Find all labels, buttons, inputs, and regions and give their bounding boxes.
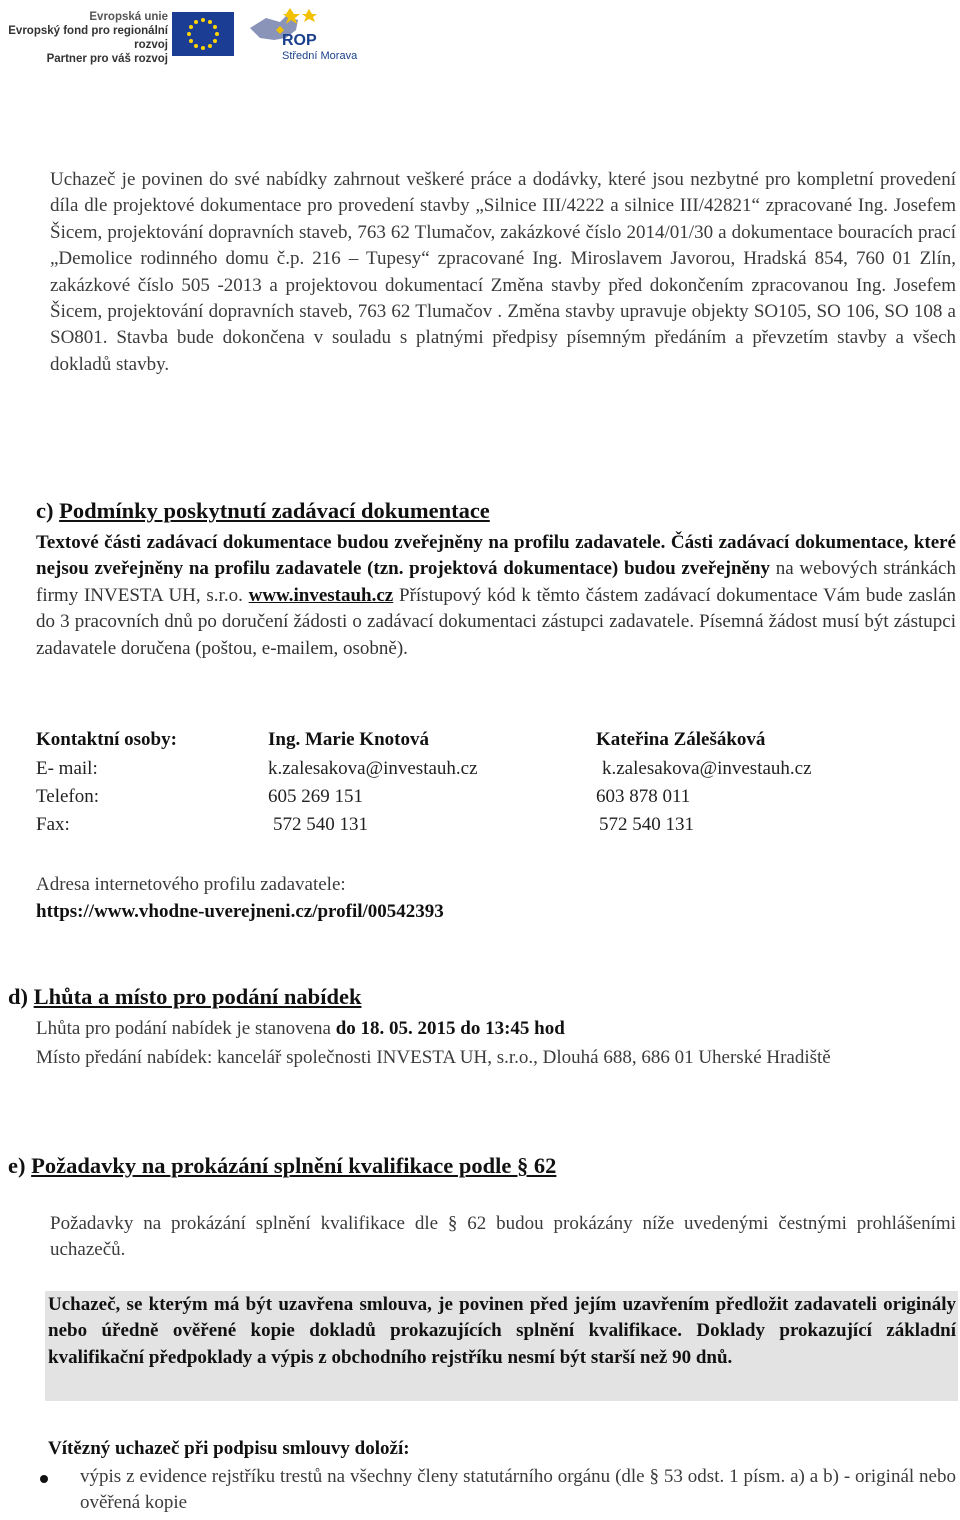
section-c-normal-text: na webových stránkách firmy INVESTA UH, s.r.o. (36, 558, 956, 606)
email-1[interactable]: k.zalesakova@investauh.cz (268, 758, 478, 779)
contact-person-2: Kateřina Zálešáková (596, 729, 766, 750)
eu-fund: Evropský fond pro regionální rozvoj (8, 25, 168, 51)
contact-phone-row (36, 786, 936, 812)
contact-person-1: Ing. Marie Knotová (268, 729, 429, 750)
section-d-heading (8, 984, 361, 1010)
section-e-title: Požadavky na prokázání splnění kvalifikace podle § 62 (31, 1153, 557, 1178)
profile-url[interactable]: https://www.vhodne-uverejneni.cz/profil/00542393 (36, 901, 444, 922)
section-e-heading (8, 1153, 556, 1179)
phone-2: 603 878 011 (596, 786, 691, 807)
phone-label: Telefon: (36, 786, 100, 807)
contact-email-row (36, 758, 936, 784)
section-d-title: Lhůta a místo pro podání nabídek (33, 984, 362, 1009)
deadline-text: Lhůta pro podání nabídek je stanovena (36, 1018, 336, 1039)
deadline-line (36, 1016, 956, 1042)
section-c-heading (36, 498, 490, 524)
email-2[interactable]: k.zalesakova@investauh.cz (602, 758, 812, 779)
eu-name: Evropská unie (89, 11, 168, 23)
phone-1: 605 269 151 (268, 786, 363, 807)
eu-slogan: Partner pro váš rozvoj (46, 53, 168, 65)
section-e-letter: e) (8, 1153, 26, 1178)
deadline-date: do 18. 05. 2015 do 13:45 hod (335, 1018, 565, 1039)
fax-1: 572 540 131 (273, 814, 368, 835)
rop-region: Střední Morava (282, 50, 358, 62)
fax-label: Fax: (36, 814, 70, 835)
section-d-letter: d) (8, 984, 29, 1009)
section-c-title: Podmínky poskytnutí zadávací dokumentace (59, 498, 490, 523)
profile-label: Adresa internetového profilu zadavatele: (36, 874, 346, 895)
winner-heading: Vítězný uchazeč při podpisu smlouvy doloží: (48, 1438, 410, 1459)
section-c-rest-text: Přístupový kód k těmto částem zadávací dokumentace Vám bude zaslán do 3 pracovních dnů po doručení žádosti o zadávací dokumentaci zástupci zadavatele. Písemná žádost musí být zástupci zadavatele doručena (poštou, e-mailem, osobně). (36, 584, 956, 659)
contact-persons-row (36, 729, 936, 755)
section-c-letter: c) (36, 498, 54, 523)
bullet-icon (40, 1475, 48, 1483)
intro-paragraph: Uchazeč je povinen do své nabídky zahrnout veškeré práce a dodávky, které jsou nezbytné pro kompletní provedení díla dle projektové dokumentace pro provedení stavby „Silnice III/4222 a silnice III/42821“ zpracované Ing. Josefem Šicem, projektování dopravních staveb, 763 62 Tlumačov, zakázkové číslo 2014/01/30 a dokumentace bouracích prací „Demolice rodinného domu č.p. 216 – Tupesy“ zpracované Ing. Miroslavem Javorou, Hradská 854, 760 01 Zlín, zakázkové číslo 505 -2013 a projektovou dokumentací Změna stavby před dokončením zpracovanou Ing. Josefem Šicem, projektování dopravních staveb, 763 62 Tlumačov . Změna stavby upravuje objekty SO105, SO 106, SO 108 a SO801. Stavba bude dokončena v souladu s platnými předpisy písemným předáním a převzetím stavby a všech dokladů stavby. (50, 169, 956, 375)
eu-flag-icon (172, 12, 234, 56)
submission-place: Místo předání nabídek: kancelář společnosti INVESTA UH, s.r.o., Dlouhá 688, 686 01 Uherské Hradiště (36, 1047, 831, 1068)
fax-2: 572 540 131 (599, 814, 694, 835)
bullet-item-1: výpis z evidence rejstříku trestů na všechny členy statutárního orgánu (dle § 53 odst. 1 písm. a) a b) - originál nebo ověřená kopie (80, 1466, 956, 1514)
section-c-bold-text: Textové části zadávací dokumentace budou zveřejněny na profilu zadavatele. Části zadávací dokumentace, které nejsou zveřejněny na profilu zadavatele (tzn. projektová dokumentace) budou zveřejněny (36, 532, 956, 580)
eu-logo-text (8, 10, 168, 66)
email-label: E- mail: (36, 758, 98, 779)
rop-name: ROP (282, 32, 317, 49)
contact-persons-label: Kontaktní osoby: (36, 729, 177, 750)
section-c-body (36, 530, 956, 662)
investa-link[interactable]: www.investauh.cz (248, 584, 394, 606)
section-e-text: Požadavky na prokázání splnění kvalifikace dle § 62 budou prokázány níže uvedenými čestnými prohlášeními uchazečů. (50, 1213, 956, 1261)
shaded-text: Uchazeč, se kterým má být uzavřena smlouva, je povinen před jejím uzavřením předložit zadavateli originály nebo úředně ověřené kopie dokladů prokazujících splnění kvalifikace. Doklady prokazující základní kvalifikační předpoklady a výpis z obchodního rejstříku nesmí být starší než 90 dnů. (48, 1294, 956, 1368)
contact-fax-row (36, 814, 936, 840)
page-header (0, 6, 960, 66)
